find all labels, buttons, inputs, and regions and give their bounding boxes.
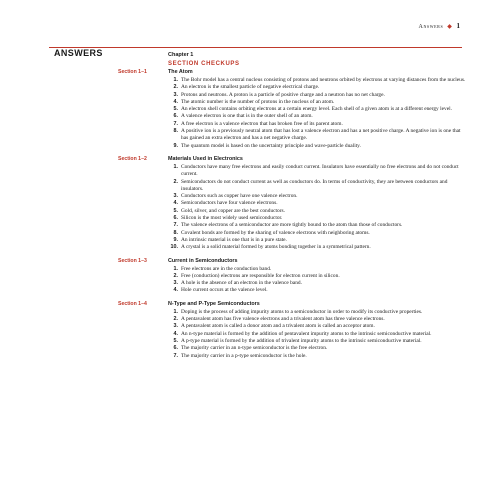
answer-number: 1. <box>173 265 178 272</box>
answer-number: 7. <box>173 222 178 229</box>
section-label: Section 1–4 <box>118 300 147 307</box>
answer-list <box>168 164 466 252</box>
answer-text: An n-type material is formed by the addition of pentavalent impurity atoms to the intrinsic semiconductive material. <box>181 330 432 337</box>
answer-item <box>168 164 466 179</box>
answer-item <box>168 266 466 273</box>
answer-number: 1. <box>173 77 178 83</box>
answer-number: 8. <box>173 128 178 135</box>
answer-item <box>168 179 466 194</box>
section-body <box>168 69 466 150</box>
answer-item <box>168 345 466 352</box>
section-body <box>168 258 466 295</box>
section-heading: Current in Semiconductors <box>168 257 238 264</box>
answer-number: 5. <box>173 207 178 214</box>
answer-item <box>168 280 466 287</box>
answer-item <box>168 244 466 251</box>
section-heading: Materials Used in Electronics <box>168 155 243 162</box>
answer-item <box>168 331 466 338</box>
answer-text: An intrinsic material is one that is in a pure state. <box>181 236 287 243</box>
answer-text: Doping is the process of adding impurity atoms to a semiconductor in order to modify its conductive properties. <box>181 308 423 315</box>
answer-item <box>168 92 466 99</box>
answer-text: Gold, silver, and copper are the best conductors. <box>181 207 285 214</box>
answer-section <box>0 156 500 252</box>
answer-section <box>0 258 500 295</box>
answer-number: 3. <box>173 193 178 200</box>
section-checkups-heading: SECTION CHECKUPS <box>168 61 240 67</box>
answer-list <box>168 266 466 295</box>
answer-item <box>168 128 466 143</box>
answer-number: 8. <box>173 229 178 236</box>
answer-number: 2. <box>173 316 178 323</box>
answer-text: A positive ion is a previously neutral atom that has lost a valence electron and has a net positive charge. A negative ion is one that has gained an extra electron and has a net negative charge. <box>181 128 461 142</box>
answers-content <box>0 69 500 366</box>
answer-text: An electron shell contains orbiting electrons at a certain energy level. Each shell of a given atom is at a different energy level. <box>181 106 452 113</box>
answer-item <box>168 84 466 91</box>
answer-item <box>168 143 466 150</box>
answer-item <box>168 287 466 294</box>
page-number: 1 <box>456 22 460 30</box>
answer-item <box>168 323 466 330</box>
answer-number: 3. <box>173 323 178 330</box>
answer-number: 7. <box>173 120 178 127</box>
answer-section <box>0 69 500 150</box>
answer-text: Free (conduction) electrons are responsible for electron current in silicon. <box>181 272 340 279</box>
answer-text: Protons and neutrons. A proton is a particle of positive charge and a neutron has no net charge. <box>181 91 385 98</box>
section-heading: N-Type and P-Type Semiconductors <box>168 300 260 307</box>
answer-text: Semiconductors do not conduct current as well as conductors do. In terms of conductivity, they are between conductors and insulators. <box>181 178 448 192</box>
answer-number: 6. <box>173 345 178 352</box>
answer-number: 2. <box>173 178 178 185</box>
answer-number: 9. <box>173 236 178 243</box>
answer-number: 4. <box>173 330 178 337</box>
answer-number: 10. <box>170 244 178 251</box>
answer-text: Semiconductors have four valence electrons. <box>181 200 278 207</box>
answer-text: A crystal is a solid material formed by atoms bonding together in a symmetrical pattern. <box>181 244 371 251</box>
answer-item <box>168 353 466 360</box>
section-heading: The Atom <box>168 69 193 75</box>
answer-number: 6. <box>173 113 178 120</box>
page-title: ANSWERS <box>54 48 103 58</box>
answer-item <box>168 316 466 323</box>
answer-number: 9. <box>173 142 178 149</box>
answer-list <box>168 77 466 150</box>
answer-number: 1. <box>173 163 178 170</box>
section-label: Section 1–3 <box>118 257 147 264</box>
answer-text: Silicon is the most widely used semiconductor. <box>181 215 283 222</box>
answer-number: 3. <box>173 91 178 98</box>
answer-text: A hole is the absence of an electron in the valence band. <box>181 280 302 287</box>
answer-number: 5. <box>173 337 178 344</box>
section-label: Section 1–1 <box>118 69 147 75</box>
section-body <box>168 156 466 252</box>
answer-number: 7. <box>173 352 178 359</box>
answer-text: A p-type material is formed by the addition of trivalent impurity atoms to the intrinsic semiconductive material. <box>181 337 422 344</box>
answer-text: Hole current occurs at the valence level. <box>181 287 268 294</box>
answer-item <box>168 121 466 128</box>
answer-number: 4. <box>173 98 178 105</box>
answer-text: The majority carrier in an n-type semiconductor is the free electron. <box>181 345 328 352</box>
answer-number: 3. <box>173 280 178 287</box>
answer-section <box>0 301 500 360</box>
header-rule <box>49 47 462 48</box>
answer-text: Free electrons are in the conduction band. <box>181 265 272 272</box>
answer-text: Conductors such as copper have one valence electron. <box>181 193 298 200</box>
answer-item <box>168 113 466 120</box>
answer-text: A pentavalent atom is called a donor atom and a trivalent atom is called an acceptor atom. <box>181 323 375 330</box>
answer-item <box>168 208 466 215</box>
answer-item <box>168 200 466 207</box>
answer-item <box>168 222 466 229</box>
answer-text: The valence electrons of a semiconductor are more tightly bound to the atom than those of conductors. <box>181 222 403 229</box>
answer-number: 2. <box>173 272 178 279</box>
answer-text: A free electron is a valence electron that has broken free of its parent atom. <box>181 120 343 127</box>
answer-number: 5. <box>173 106 178 113</box>
diamond-icon: ◆ <box>447 24 453 30</box>
answer-text: The majority carrier in a p-type semiconductor is the hole. <box>181 352 307 359</box>
answer-text: Covalent bonds are formed by the sharing of valence electrons with neighboring atoms. <box>181 229 370 236</box>
answer-number: 1. <box>173 308 178 315</box>
section-body <box>168 301 466 360</box>
chapter-label: Chapter 1 <box>168 52 194 58</box>
answer-number: 2. <box>173 84 178 91</box>
answer-item <box>168 230 466 237</box>
answer-text: A pentavalent atom has five valence electrons and a trivalent atom has three valence electrons. <box>181 316 385 323</box>
answer-number: 6. <box>173 215 178 222</box>
running-header <box>419 22 460 30</box>
section-label: Section 1–2 <box>118 155 147 162</box>
answer-text: A valence electron is one that is in the outer shell of an atom. <box>181 113 313 120</box>
answer-text: The atomic number is the number of protons in the nucleus of an atom. <box>181 98 335 105</box>
answer-number: 4. <box>173 287 178 294</box>
answer-item <box>168 309 466 316</box>
answer-text: An electron is the smallest particle of negative electrical charge. <box>181 84 320 91</box>
answer-text: The Bohr model has a central nucleus consisting of protons and neutrons orbited by electrons at varying distances from the nucleus. <box>181 77 466 83</box>
answer-list <box>168 309 466 360</box>
answer-number: 4. <box>173 200 178 207</box>
answer-text: The quantum model is based on the uncertainty principle and wave-particle duality. <box>181 142 361 149</box>
answer-text: Conductors have many free electrons and easily conduct current. Insulators have essentially no free electrons and do not conduct current. <box>181 163 459 178</box>
running-header-label: Answers <box>418 24 444 30</box>
